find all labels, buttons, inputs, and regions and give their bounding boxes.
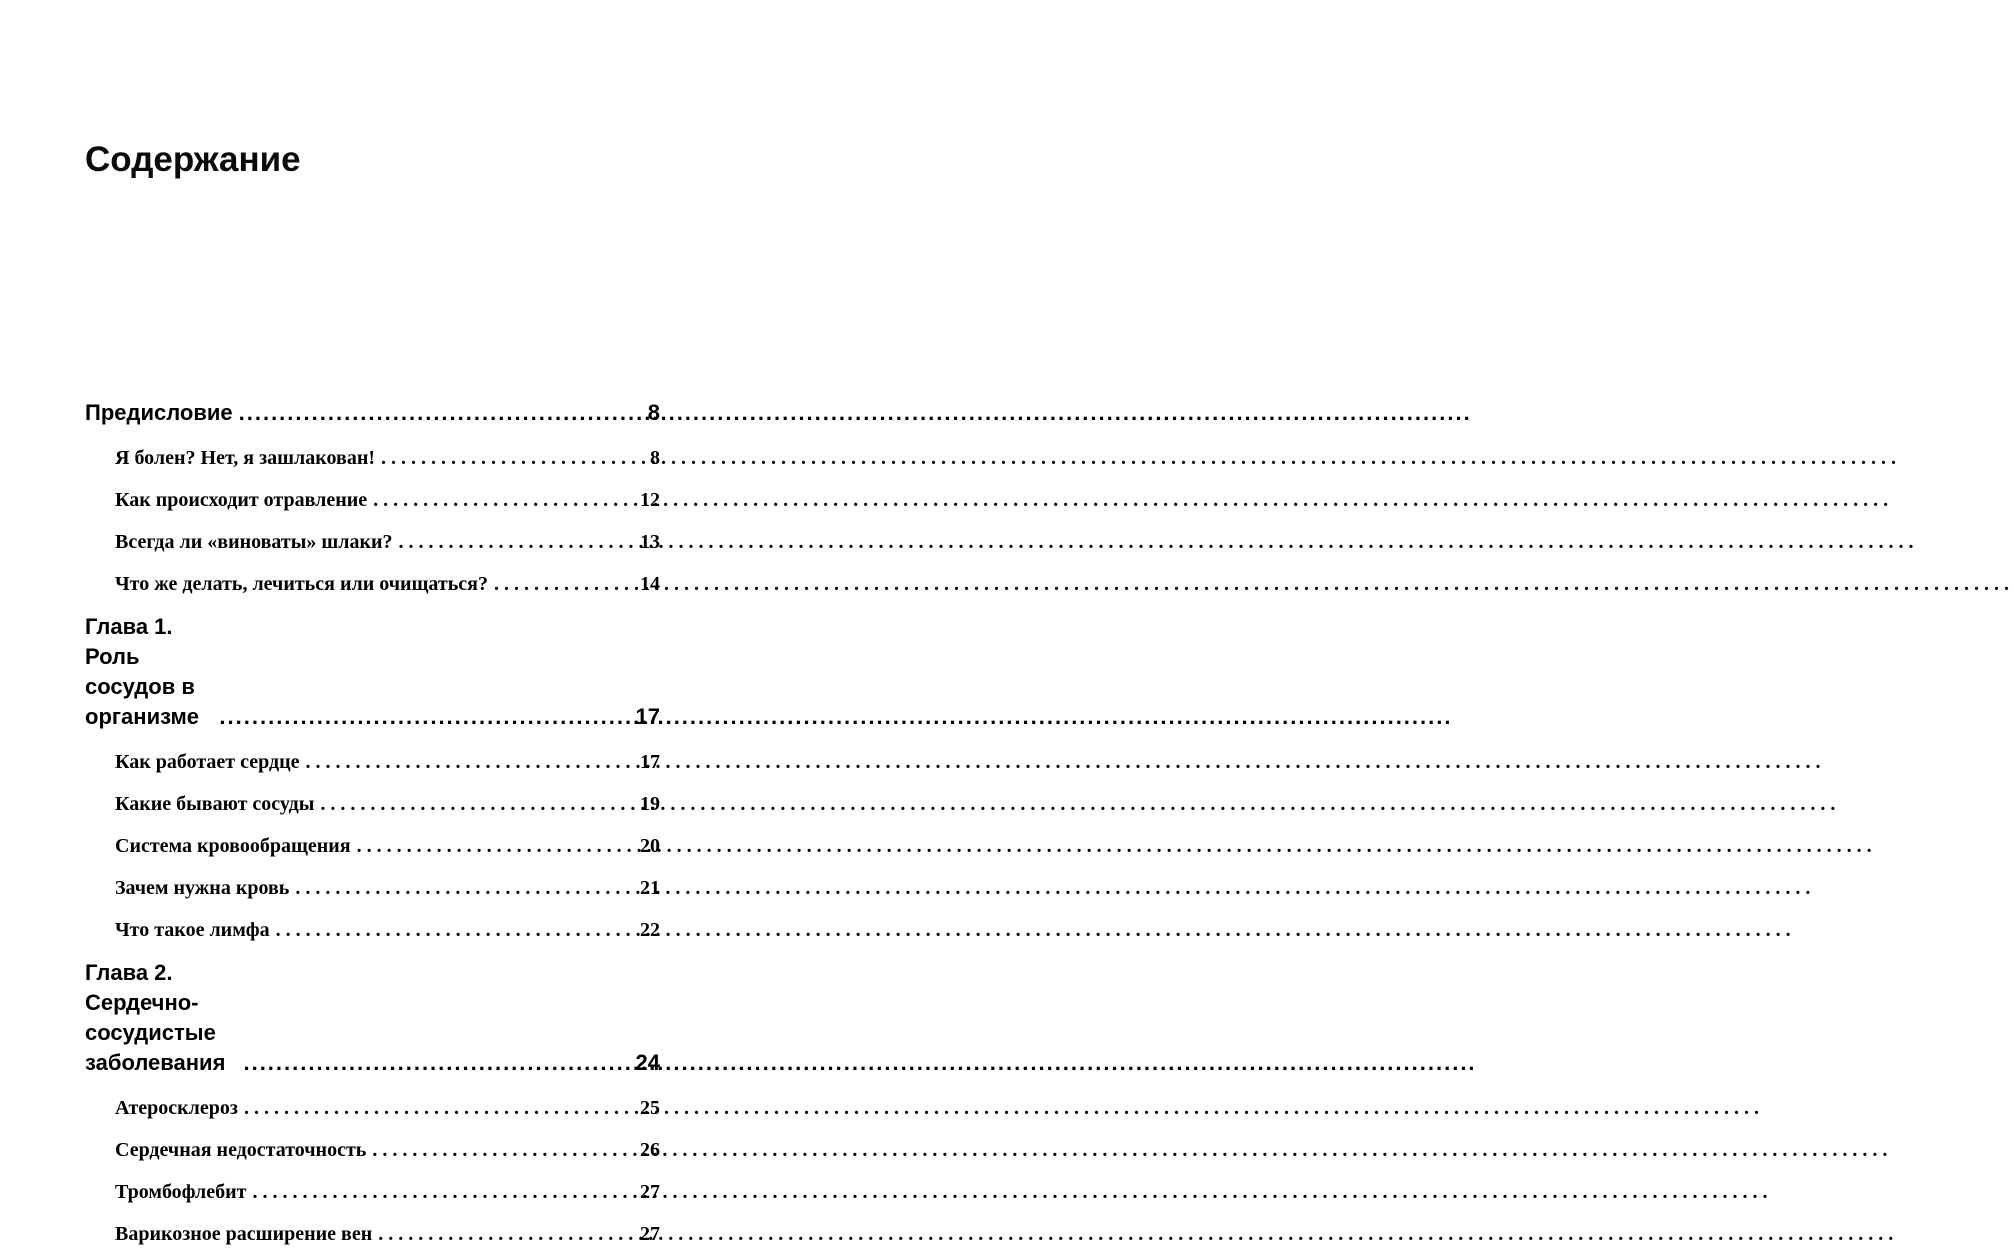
- toc-item-label: Что же делать, лечиться или очищаться?: [115, 573, 488, 595]
- toc-section: [85, 612, 660, 944]
- toc-heading-label: Глава 2. Сердечно-сосудистые заболевания: [85, 960, 226, 1075]
- toc-item-row: [115, 486, 660, 514]
- toc-item-label: Как работает сердце: [115, 751, 300, 773]
- toc-item-label: Варикозное расширение вен: [115, 1223, 373, 1245]
- dot-leader: [306, 748, 636, 776]
- toc-item-page-number: 12: [640, 489, 660, 511]
- dot-leader: [252, 1178, 636, 1206]
- toc-heading-label: Глава 1. Роль сосудов в организме: [85, 614, 199, 729]
- toc-item-label: Тромбофлебит: [115, 1181, 247, 1203]
- toc-item-list: [85, 1094, 660, 1248]
- toc-item-label: Что такое лимфа: [115, 919, 270, 941]
- toc-item-row: [115, 916, 660, 944]
- toc-item-row: [115, 1178, 660, 1206]
- dot-leader: [373, 486, 636, 514]
- dot-leader: [219, 702, 631, 732]
- toc-item-list: [85, 748, 660, 944]
- table-of-contents: [85, 398, 660, 1248]
- toc-item-row: [115, 832, 660, 860]
- toc-section: [85, 398, 660, 598]
- toc-item-page-number: 26: [640, 1139, 660, 1161]
- toc-item-row: [115, 874, 660, 902]
- dot-leader: [243, 1048, 631, 1078]
- toc-item-page-number: 27: [640, 1223, 660, 1245]
- dot-leader: [372, 1136, 636, 1164]
- toc-item-page-number: 14: [640, 573, 660, 595]
- toc-item-label: Всегда ли «виноваты» шлаки?: [115, 531, 393, 553]
- dot-leader: [378, 1220, 636, 1248]
- toc-item-page-number: 21: [640, 877, 660, 899]
- page-title: Содержание: [85, 140, 301, 179]
- dot-leader: [399, 528, 636, 556]
- toc-item-label: Система кровообращения: [115, 835, 351, 857]
- toc-heading-page-number: 8: [647, 400, 660, 425]
- dot-leader: [494, 570, 636, 598]
- toc-section: [85, 958, 660, 1248]
- toc-item-row: [115, 748, 660, 776]
- toc-item-page-number: 25: [640, 1097, 660, 1119]
- toc-heading-row: [85, 958, 660, 1078]
- dot-leader: [244, 1094, 636, 1122]
- toc-heading-label: Предисловие: [85, 400, 233, 425]
- toc-item-page-number: 8: [650, 447, 660, 469]
- dot-leader: [276, 916, 636, 944]
- dot-leader: [295, 874, 636, 902]
- toc-item-row: [115, 1094, 660, 1122]
- dot-leader: [239, 398, 644, 428]
- toc-item-list: [85, 444, 660, 598]
- book-page: [0, 0, 763, 1245]
- toc-item-row: [115, 528, 660, 556]
- toc-item-page-number: 17: [640, 751, 660, 773]
- toc-item-row: [115, 444, 660, 472]
- toc-heading-page-number: 24: [635, 1050, 660, 1075]
- toc-item-page-number: 13: [640, 531, 660, 553]
- toc-item-label: Я болен? Нет, я зашлакован!: [115, 447, 375, 469]
- toc-item-row: [115, 570, 660, 598]
- toc-item-row: [115, 790, 660, 818]
- toc-item-label: Зачем нужна кровь: [115, 877, 290, 899]
- toc-heading-page-number: 17: [635, 704, 660, 729]
- toc-item-label: Какие бывают сосуды: [115, 793, 315, 815]
- dot-leader: [381, 444, 646, 472]
- toc-item-page-number: 19: [640, 793, 660, 815]
- toc-item-label: Атеросклероз: [115, 1097, 238, 1119]
- toc-item-label: Как происходит отравление: [115, 489, 368, 511]
- dot-leader: [320, 790, 636, 818]
- toc-item-row: [115, 1220, 660, 1248]
- toc-item-row: [115, 1136, 660, 1164]
- toc-item-page-number: 22: [640, 919, 660, 941]
- toc-item-page-number: 27: [640, 1181, 660, 1203]
- toc-heading-row: [85, 398, 660, 428]
- toc-item-page-number: 20: [640, 835, 660, 857]
- toc-item-label: Сердечная недостаточность: [115, 1139, 367, 1161]
- toc-heading-row: [85, 612, 660, 732]
- dot-leader: [357, 832, 636, 860]
